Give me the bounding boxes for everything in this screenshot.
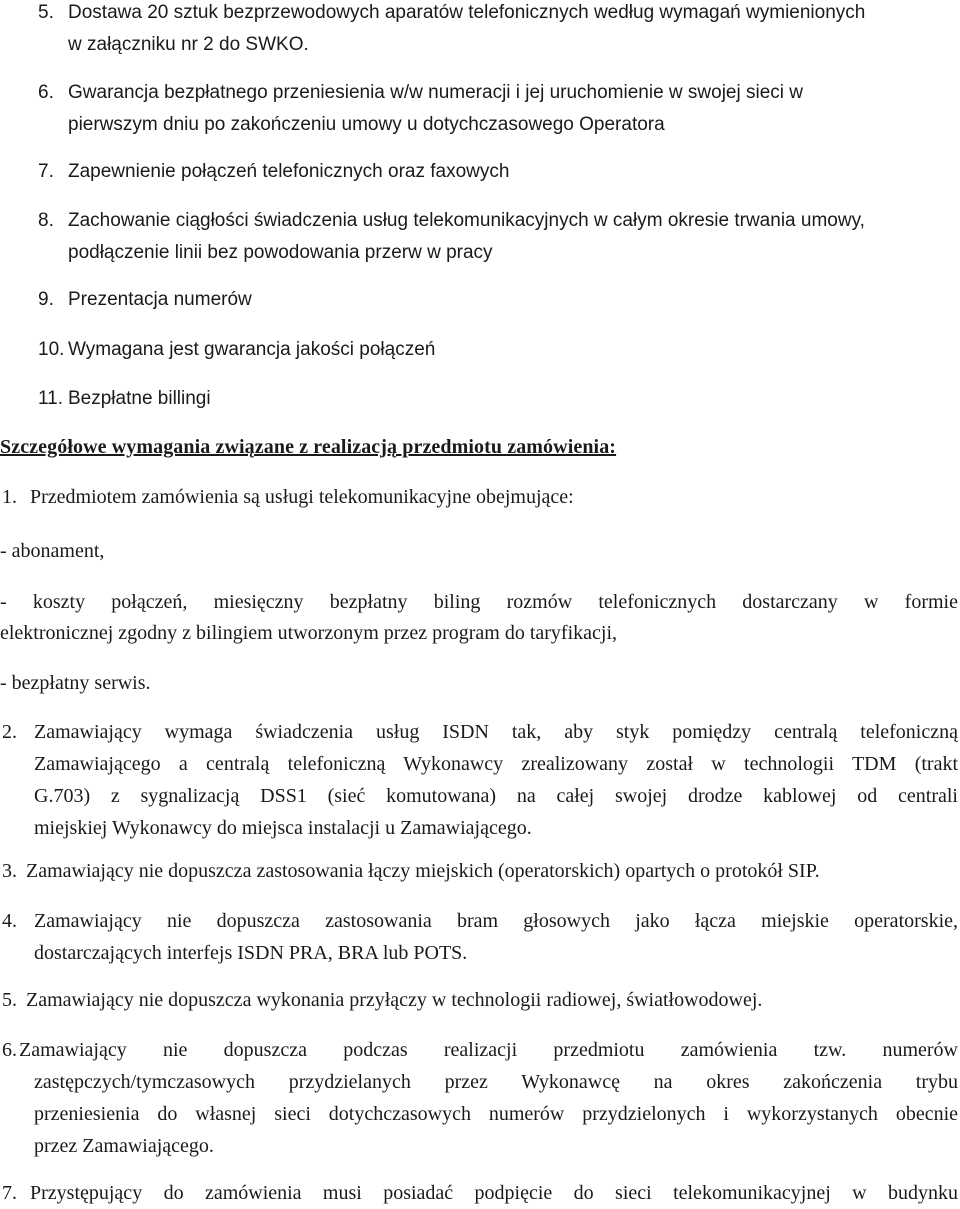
requirement-number: 7.: [2, 1182, 17, 1204]
list-number: 10.: [38, 339, 65, 360]
sub-item-serwis: - bezpłatny serwis.: [0, 672, 151, 694]
requirement-number: 5.: [2, 989, 17, 1011]
requirement-text-line: miejskiej Wykonawcy do miejsca instalacji u Zamawiającego.: [34, 817, 532, 839]
list-text-line: Zachowanie ciągłości świadczenia usług telekomunikacyjnych w całym okresie trwania umowy,: [68, 210, 865, 231]
requirement-number: 2.: [2, 721, 17, 743]
requirement-number: 3.: [2, 860, 17, 882]
requirement-text-line: Przystępujący do zamówienia musi posiadać podpięcie do sieci telekomunikacyjnej w budynku: [30, 1182, 958, 1204]
list-text-line: Dostawa 20 sztuk bezprzewodowych aparatów telefonicznych według wymagań wymienionych: [68, 2, 866, 23]
list-text-line: Prezentacja numerów: [68, 289, 252, 310]
list-text-line: pierwszym dniu po zakończeniu umowy u dotychczasowego Operatora: [68, 114, 665, 135]
requirement-number: 6.: [2, 1039, 17, 1061]
list-text-line: w załączniku nr 2 do SWKO.: [68, 34, 309, 55]
list-text-line: Bezpłatne billingi: [68, 388, 211, 409]
list-number: 5.: [38, 2, 54, 23]
sub-item-abonament: - abonament,: [0, 540, 105, 562]
requirement-text-line: przez Zamawiającego.: [34, 1135, 214, 1157]
requirement-text-line: G.703) z sygnalizacją DSS1 (sieć komutowana) na całej swojej drodze kablowej od centrali: [34, 785, 958, 807]
list-number: 6.: [38, 82, 54, 103]
requirement-text-line: Zamawiający nie dopuszcza podczas realizacji przedmiotu zamówienia tzw. numerów: [19, 1039, 958, 1061]
requirement-text-line: Zamawiający nie dopuszcza zastosowania bram głosowych jako łącza miejskie operatorskie,: [34, 910, 958, 932]
list-text-line: Zapewnienie połączeń telefonicznych oraz faxowych: [68, 161, 510, 182]
list-number: 11.: [38, 388, 64, 409]
list-text-line: Wymagana jest gwarancja jakości połączeń: [68, 339, 436, 360]
requirement-text-line: Zamawiający wymaga świadczenia usług ISDN tak, aby styk pomiędzy centralą telefoniczną: [34, 721, 958, 743]
section-heading: Szczegółowe wymagania związane z realizacją przedmiotu zamówienia:: [0, 436, 617, 458]
requirement-number: 1.: [2, 486, 17, 508]
requirement-text-line: zastępczych/tymczasowych przydzielanych przez Wykonawcę na okres zakończenia trybu: [34, 1071, 958, 1093]
requirement-text-line: dostarczających interfejs ISDN PRA, BRA lub POTS.: [34, 942, 468, 964]
list-text-line: podłączenie linii bez powodowania przerw w pracy: [68, 242, 493, 263]
list-number: 7.: [38, 161, 54, 182]
requirement-number: 4.: [2, 910, 17, 932]
list-text-line: Gwarancja bezpłatnego przeniesienia w/w numeracji i jej uruchomienie w swojej sieci w: [68, 82, 804, 103]
list-number: 9.: [38, 289, 54, 310]
requirement-text-line: przeniesienia do własnej sieci dotychczasowych numerów przydzielonych i wykorzystanych obecnie: [34, 1103, 958, 1125]
sub-item-koszty-line1: - koszty połączeń, miesięczny bezpłatny biling rozmów telefonicznych dostarczany w formie: [0, 591, 958, 613]
sub-item-koszty-line2: elektronicznej zgodny z bilingiem utworzonym przez program do taryfikacji,: [0, 622, 618, 644]
requirement-text: Zamawiający nie dopuszcza zastosowania łączy miejskich (operatorskich) opartych o protokół SIP.: [26, 860, 820, 882]
requirement-text-line: Zamawiającego a centralą telefoniczną Wykonawcy zrealizowany został w technologii TDM (trakt: [34, 753, 958, 775]
requirement-text: Zamawiający nie dopuszcza wykonania przyłączy w technologii radiowej, światłowodowej.: [26, 989, 763, 1011]
list-number: 8.: [38, 210, 54, 231]
requirement-intro: Przedmiotem zamówienia są usługi telekomunikacyjne obejmujące:: [30, 486, 574, 508]
